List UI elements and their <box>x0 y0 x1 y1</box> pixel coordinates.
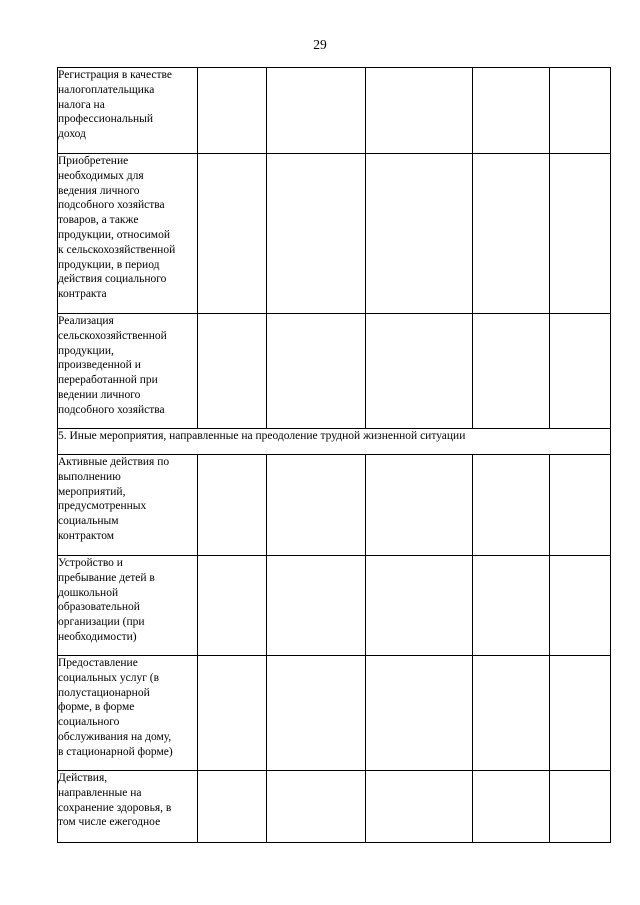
empty-cell <box>366 556 473 656</box>
empty-cell <box>550 154 611 314</box>
table-row <box>58 68 611 154</box>
empty-cell <box>550 314 611 429</box>
empty-cell <box>550 656 611 771</box>
empty-cell <box>198 314 267 429</box>
section-heading: 5. Иные мероприятия, направленные на преодоление трудной жизненной ситуации <box>58 429 611 455</box>
empty-cell <box>473 556 550 656</box>
empty-cell <box>550 556 611 656</box>
measure-label-cell <box>58 455 198 556</box>
empty-cell <box>366 656 473 771</box>
empty-cell <box>366 154 473 314</box>
measure-label-cell <box>58 314 198 429</box>
measure-label-cell <box>58 656 198 771</box>
measure-label-cell <box>58 771 198 843</box>
empty-cell <box>473 314 550 429</box>
table-row <box>58 455 611 556</box>
measure-label: Приобретение необходимых для ведения личного подсобного хозяйства товаров, а также продукции, относимой к сельскохозяйственной продукции, в период действия социального контракта <box>58 155 176 301</box>
empty-cell <box>473 455 550 556</box>
empty-cell <box>198 154 267 314</box>
empty-cell <box>366 771 473 843</box>
empty-cell <box>198 68 267 154</box>
empty-cell <box>267 771 366 843</box>
empty-cell <box>473 154 550 314</box>
table-row <box>58 771 611 843</box>
empty-cell <box>267 656 366 771</box>
empty-cell <box>366 455 473 556</box>
measure-label: Активные действия по выполнению мероприятий, предусмотренных социальным контрактом <box>58 456 170 542</box>
empty-cell <box>473 68 550 154</box>
table-row <box>58 154 611 314</box>
empty-cell <box>267 314 366 429</box>
empty-cell <box>267 68 366 154</box>
empty-cell <box>550 455 611 556</box>
table-row <box>58 314 611 429</box>
empty-cell <box>267 455 366 556</box>
measures-table <box>57 67 611 843</box>
empty-cell <box>267 154 366 314</box>
empty-cell <box>198 455 267 556</box>
measure-label-cell <box>58 68 198 154</box>
measure-label: Регистрация в качестве налогоплательщика налога на профессиональный доход <box>58 69 172 141</box>
measure-label: Действия, направленные на сохранение здоровья, в том числе ежегодное <box>58 772 172 829</box>
empty-cell <box>198 556 267 656</box>
empty-cell <box>198 656 267 771</box>
empty-cell <box>550 771 611 843</box>
empty-cell <box>473 656 550 771</box>
table-row <box>58 656 611 771</box>
section-row <box>58 429 611 455</box>
empty-cell <box>550 68 611 154</box>
measure-label: Реализация сельскохозяйственной продукции, произведенной и переработанной при ведении личного подсобного хозяйства <box>58 315 167 416</box>
page-number: 29 <box>313 37 327 52</box>
measure-label-cell <box>58 154 198 314</box>
empty-cell <box>198 771 267 843</box>
measure-label-cell <box>58 556 198 656</box>
measure-label: Предоставление социальных услуг (в полустационарной форме, в форме социального обслуживания на дому, в стационарной форме) <box>58 657 173 758</box>
empty-cell <box>267 556 366 656</box>
empty-cell <box>366 68 473 154</box>
table-row <box>58 556 611 656</box>
empty-cell <box>366 314 473 429</box>
measure-label: Устройство и пребывание детей в дошкольной образовательной организации (при необходимости) <box>58 557 155 643</box>
empty-cell <box>473 771 550 843</box>
